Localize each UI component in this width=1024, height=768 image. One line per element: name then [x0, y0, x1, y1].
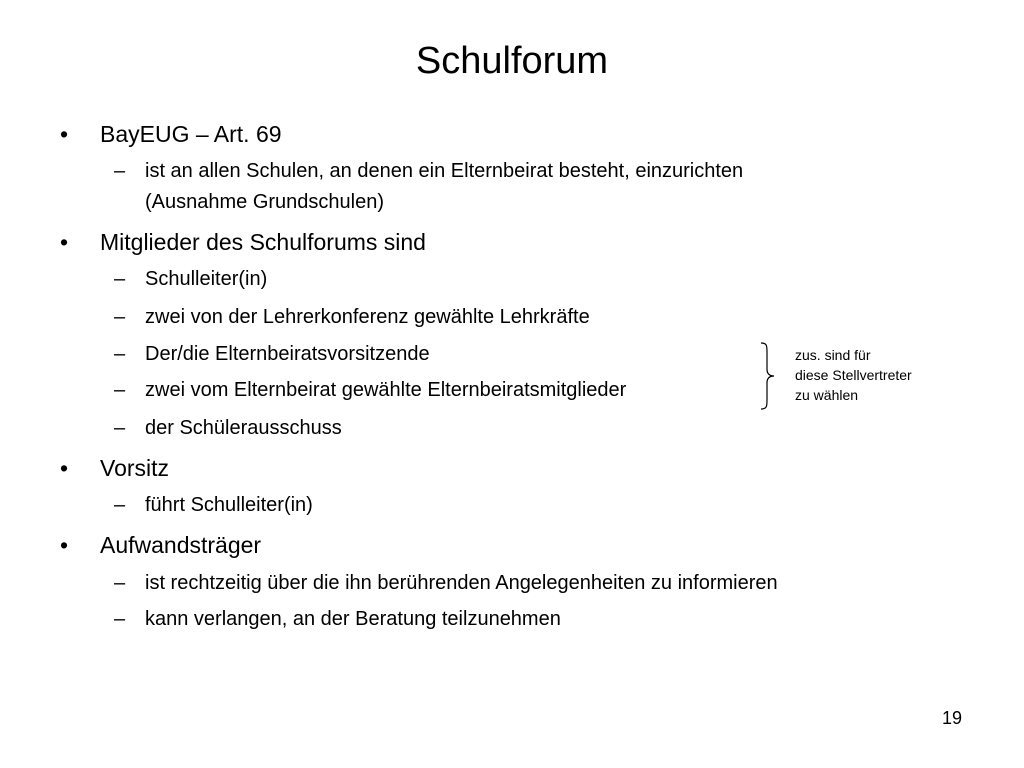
dash-glyph: – [114, 572, 126, 594]
dash-glyph: – [114, 494, 126, 516]
bullet-item-aufwandstraeger [60, 531, 262, 559]
dash-glyph: – [114, 608, 126, 630]
subitem-text: kann verlangen, an der Beratung teilzunehmen [145, 608, 561, 630]
bullet-glyph: • [60, 455, 69, 481]
side-note-line: zus. sind für [795, 347, 871, 363]
subitem-lehrkraefte [114, 304, 590, 330]
side-note-line: diese Stellvertreter [795, 367, 912, 383]
subitem-text: Der/die Elternbeiratsvorsitzende [145, 343, 430, 365]
subitem-text: ist rechtzeitig über die ihn berührenden Angelegenheiten zu informieren [145, 572, 778, 594]
dash-glyph: – [114, 306, 126, 328]
bullet-glyph: • [60, 121, 69, 147]
bullet-text: Vorsitz [100, 455, 170, 481]
bullet-glyph: • [60, 229, 69, 255]
dash-glyph: – [114, 343, 126, 365]
bullet-glyph: • [60, 532, 69, 558]
curly-brace-icon [757, 342, 783, 410]
subitem-einzurichten-continuation [145, 189, 384, 215]
side-note [795, 345, 912, 405]
subitem-text: führt Schulleiter(in) [145, 494, 313, 516]
side-note-line: zu wählen [795, 387, 859, 403]
bullet-item-bayeug [60, 120, 282, 148]
subitem-text: ist an allen Schulen, an denen ein Elternbeirat besteht, einzurichten [145, 160, 744, 182]
bullet-text: BayEUG – Art. 69 [100, 121, 282, 147]
slide-title: Schulforum [415, 40, 609, 82]
subitem-einzurichten [114, 158, 744, 184]
subitem-text: zwei von der Lehrerkonferenz gewählte Lehrkräfte [145, 306, 590, 328]
bullet-text: Mitglieder des Schulforums sind [100, 229, 426, 255]
dash-glyph: – [114, 268, 126, 290]
subitem-schulleiter [114, 266, 268, 292]
dash-glyph: – [114, 160, 126, 182]
subitem-text: der Schülerausschuss [145, 417, 342, 439]
subitem-elternbeiratsmitglieder [114, 377, 627, 403]
bullet-text: Aufwandsträger [100, 532, 262, 558]
subitem-elternbeiratsvorsitzende [114, 341, 430, 367]
subitem-text: zwei vom Elternbeirat gewählte Elternbeiratsmitglieder [145, 379, 627, 401]
subitem-text-continuation: (Ausnahme Grundschulen) [145, 191, 385, 213]
dash-glyph: – [114, 417, 126, 439]
subitem-informieren [114, 570, 778, 596]
bullet-item-vorsitz [60, 454, 170, 482]
page-number: 19 [941, 708, 962, 728]
subitem-beratung [114, 606, 561, 632]
bullet-item-mitglieder [60, 228, 426, 256]
subitem-schuelerausschuss [114, 415, 342, 441]
subitem-vorsitz-schulleiter [114, 492, 313, 518]
dash-glyph: – [114, 379, 126, 401]
subitem-text: Schulleiter(in) [145, 268, 268, 290]
